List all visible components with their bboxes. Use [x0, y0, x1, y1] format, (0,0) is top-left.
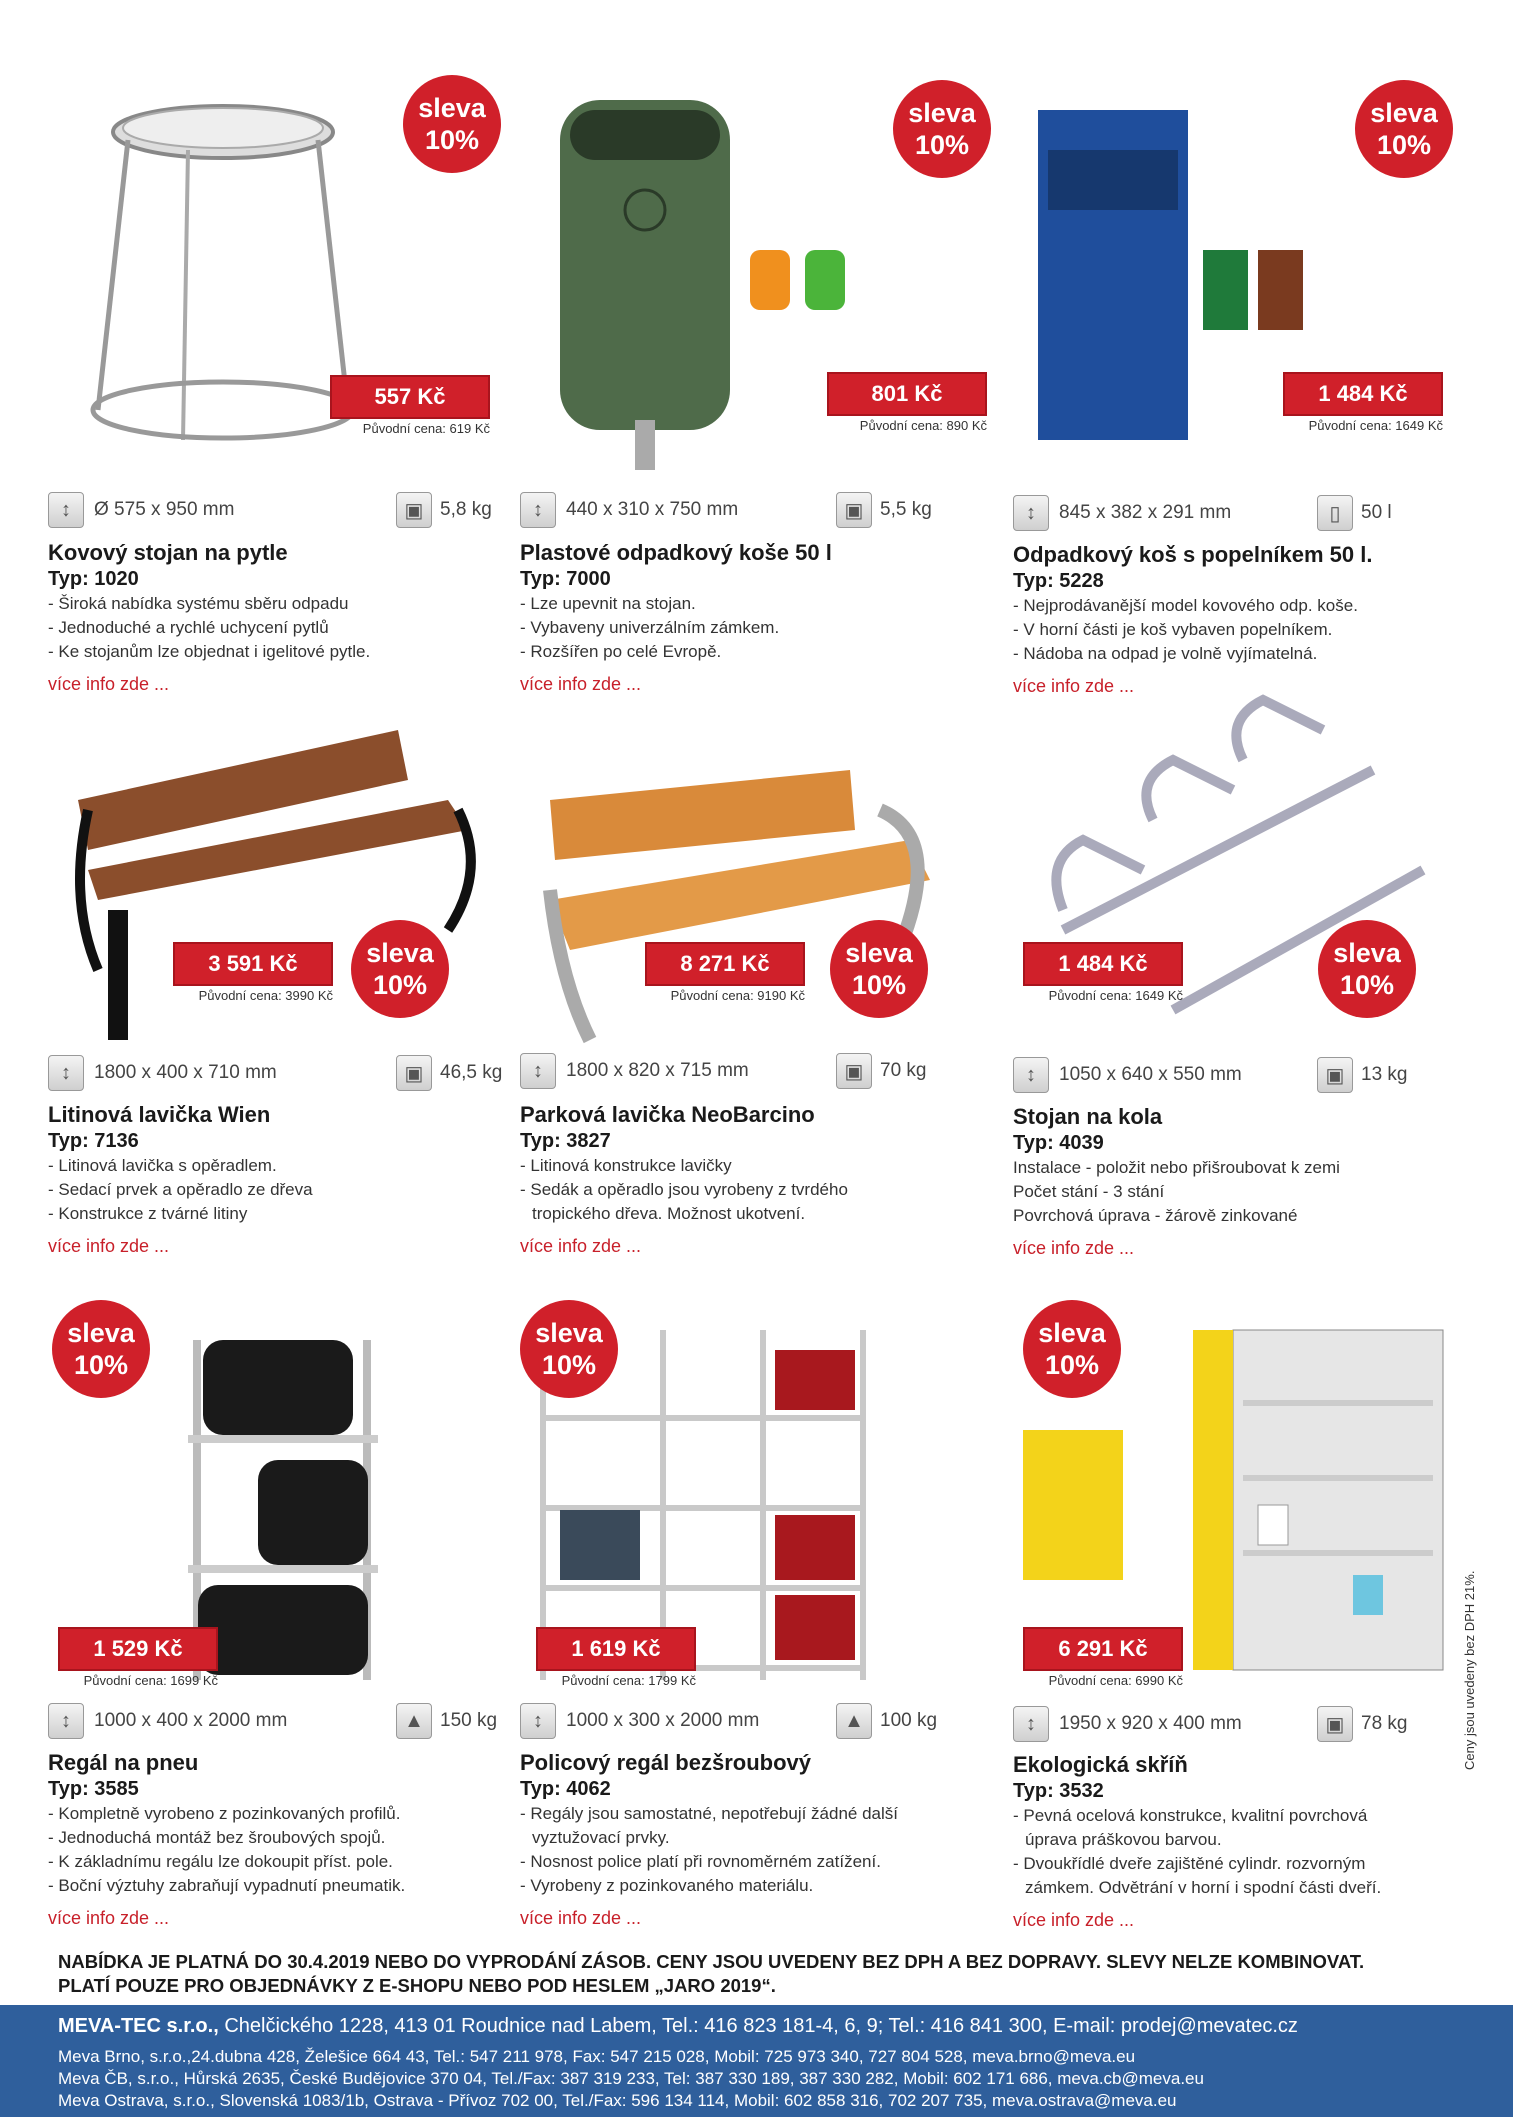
- description-line: - Nejprodávanější model kovového odp. koše.: [1013, 596, 1358, 615]
- description-line: vyztužovací prvky.: [532, 1828, 670, 1847]
- description-line: - Široká nabídka systému sběru odpadu: [48, 594, 349, 613]
- weight: 70 kg: [880, 1060, 927, 1081]
- product-title: Parková lavička NeoBarcino: [520, 1102, 815, 1127]
- description-line: - Litinová lavička s opěradlem.: [48, 1156, 277, 1175]
- dimensions-icon: ↕: [1013, 1057, 1049, 1093]
- weight-icon: ▣: [836, 1053, 872, 1089]
- description-line: zámkem. Odvětrání v horní i spodní části dveří.: [1025, 1878, 1382, 1897]
- price: 1 529 Kč: [58, 1627, 218, 1671]
- price-tag: [58, 1627, 218, 1688]
- dimensions: 1800 x 400 x 710 mm: [94, 1062, 277, 1083]
- dimensions-icon: ↕: [48, 1703, 84, 1739]
- original-price: Původní cena: 619 Kč: [362, 421, 490, 436]
- load-capacity: 100 kg: [880, 1710, 938, 1731]
- product-card-5228: [1013, 40, 1483, 696]
- volume: 50 l: [1361, 502, 1392, 523]
- price-tag: [536, 1627, 696, 1688]
- offer-notice-line-2: PLATÍ POUZE PRO OBJEDNÁVKY Z E-SHOPU NEBO POD HESLEM „JARO 2019“.: [58, 1975, 776, 1996]
- specs-row: [520, 1703, 990, 1739]
- price: 801 Kč: [827, 372, 987, 416]
- more-info-link[interactable]: více info zde ...: [520, 1236, 642, 1256]
- original-price: Původní cena: 890 Kč: [859, 418, 987, 433]
- price: 1 619 Kč: [536, 1627, 696, 1671]
- price-tag: [173, 942, 333, 1003]
- dimensions-icon: ↕: [520, 492, 556, 528]
- product-card-3532: [1013, 1290, 1483, 1930]
- dimensions-icon: ↕: [48, 1055, 84, 1091]
- product-type: Typ: 3532: [1013, 1780, 1104, 1802]
- branch-ostrava: Meva Ostrava, s.r.o., Slovenská 1083/1b, Ostrava - Přívoz 702 00, Tel./Fax: 596 134 114, Mobil: 602 858 316, 702 207 735, meva.ostrava@meva.eu: [58, 2091, 1177, 2110]
- description-line: - Nosnost police platí při rovnoměrném zatížení.: [520, 1852, 881, 1871]
- product-type: Typ: 3585: [48, 1778, 139, 1800]
- original-price: Původní cena: 3990 Kč: [198, 988, 333, 1003]
- dimensions: 440 x 310 x 750 mm: [566, 499, 739, 520]
- product-type: Typ: 4039: [1013, 1132, 1104, 1154]
- dimensions: 1000 x 300 x 2000 mm: [566, 1710, 760, 1731]
- description-line: - V horní části je koš vybaven popelníkem.: [1013, 620, 1333, 639]
- weight-icon: ▣: [396, 492, 432, 528]
- description-line: - Boční výztuhy zabraňují vypadnutí pneumatik.: [48, 1876, 406, 1895]
- product-title: Kovový stojan na pytle: [48, 540, 288, 565]
- sale-badge: sleva 10%: [1318, 920, 1416, 1018]
- weight: 78 kg: [1361, 1713, 1408, 1734]
- product-type: Typ: 1020: [48, 568, 139, 590]
- product-card-7000: [520, 40, 990, 694]
- product-card-4062: [520, 1290, 990, 1930]
- price-tag: [1283, 372, 1443, 433]
- dimensions: 1000 x 400 x 2000 mm: [94, 1710, 288, 1731]
- price: 3 591 Kč: [173, 942, 333, 986]
- product-title: Plastové odpadkový koše 50 l: [520, 540, 832, 565]
- original-price: Původní cena: 1649 Kč: [1048, 988, 1183, 1003]
- original-price: Původní cena: 6990 Kč: [1048, 1673, 1183, 1688]
- description-line: - K základnímu regálu lze dokoupit příst. pole.: [48, 1852, 393, 1871]
- price: 1 484 Kč: [1023, 942, 1183, 986]
- description-line: - Lze upevnit na stojan.: [520, 594, 696, 613]
- description-line: - Vybaveny univerzálním zámkem.: [520, 618, 780, 637]
- product-card-3585: [48, 1290, 518, 1930]
- offer-notice: [58, 1950, 1438, 1998]
- description-line: - Dvoukřídlé dveře zajištěné cylindr. rozvorným: [1013, 1854, 1366, 1873]
- sale-badge: sleva 10%: [893, 80, 991, 178]
- product-card-4039: [1013, 640, 1483, 1280]
- description-line: Povrchová úprava - žárově zinkované: [1013, 1206, 1298, 1225]
- dimensions-icon: ↕: [48, 492, 84, 528]
- branch-brno: Meva Brno, s.r.o.,24.dubna 428, Želešice 664 43, Tel.: 547 211 978, Fax: 547 215 028, Mobil: 725 973 340, 727 804 528, meva.brno@meva.eu: [58, 2047, 1136, 2066]
- weight: 13 kg: [1361, 1064, 1408, 1085]
- sale-badge: sleva 10%: [1355, 80, 1453, 178]
- specs-row: [48, 492, 518, 528]
- product-card-7136: [48, 640, 518, 1280]
- original-price: Původní cena: 1699 Kč: [83, 1673, 218, 1688]
- dimensions-icon: ↕: [1013, 495, 1049, 531]
- more-info-link[interactable]: více info zde ...: [48, 674, 170, 694]
- price: 8 271 Kč: [645, 942, 805, 986]
- description-line: - Regály jsou samostatné, nepotřebují žádné další: [520, 1804, 899, 1823]
- sale-badge: sleva 10%: [403, 75, 501, 173]
- dimensions-icon: ↕: [520, 1703, 556, 1739]
- description-line: - Jednoduché a rychlé uchycení pytlů: [48, 618, 329, 637]
- description-line: - Litinová konstrukce lavičky: [520, 1156, 732, 1175]
- sale-badge: sleva 10%: [52, 1300, 150, 1398]
- product-image-bench-neobarcino: [530, 670, 990, 1070]
- original-price: Původní cena: 1799 Kč: [561, 1673, 696, 1688]
- description-line: - Kompletně vyrobeno z pozinkovaných profilů.: [48, 1804, 401, 1823]
- specs-row: [1013, 1057, 1483, 1093]
- price: 6 291 Kč: [1023, 1627, 1183, 1671]
- more-info-link[interactable]: více info zde ...: [48, 1236, 170, 1256]
- weight: 5,8 kg: [440, 499, 492, 520]
- weight-icon: ▣: [396, 1055, 432, 1091]
- product-title: Litinová lavička Wien: [48, 1102, 271, 1127]
- sale-badge: sleva 10%: [1023, 1300, 1121, 1398]
- product-title: Regál na pneu: [48, 1750, 199, 1775]
- price: 557 Kč: [330, 375, 490, 419]
- volume-icon: ▯: [1317, 495, 1353, 531]
- sale-badge: sleva 10%: [351, 920, 449, 1018]
- load-capacity: 150 kg: [440, 1710, 498, 1731]
- sale-badge: sleva 10%: [830, 920, 928, 1018]
- more-info-link[interactable]: více info zde ...: [1013, 676, 1135, 696]
- product-title: Odpadkový koš s popelníkem 50 l.: [1013, 542, 1373, 567]
- more-info-link[interactable]: více info zde ...: [48, 1908, 170, 1928]
- price: 1 484 Kč: [1283, 372, 1443, 416]
- specs-row: [520, 492, 990, 528]
- more-info-link[interactable]: více info zde ...: [1013, 1238, 1135, 1258]
- product-type: Typ: 3827: [520, 1130, 611, 1152]
- load-capacity-icon: ▲: [396, 1703, 432, 1739]
- product-type: Typ: 7000: [520, 568, 611, 590]
- price-tag: [645, 942, 805, 1003]
- dimensions: Ø 575 x 950 mm: [94, 499, 235, 520]
- original-price: Původní cena: 9190 Kč: [670, 988, 805, 1003]
- product-type: Typ: 7136: [48, 1130, 139, 1152]
- more-info-link[interactable]: více info zde ...: [520, 674, 642, 694]
- product-type: Typ: 4062: [520, 1778, 611, 1800]
- specs-row: [1013, 1706, 1483, 1742]
- weight: 46,5 kg: [440, 1062, 503, 1083]
- dimensions-icon: ↕: [520, 1053, 556, 1089]
- description-line: - Jednoduchá montáž bez šroubových spojů.: [48, 1828, 386, 1847]
- description-line: - Pevná ocelová konstrukce, kvalitní povrchová: [1013, 1806, 1368, 1825]
- description-line: - Konstrukce z tvárné litiny: [48, 1204, 248, 1223]
- description-line: - Nádoba na odpad je volně vyjímatelná.: [1013, 644, 1318, 663]
- dimensions: 1950 x 920 x 400 mm: [1059, 1713, 1242, 1734]
- load-capacity-icon: ▲: [836, 1703, 872, 1739]
- weight: 5,5 kg: [880, 499, 932, 520]
- description-line: - Sedací prvek a opěradlo ze dřeva: [48, 1180, 313, 1199]
- product-title: Ekologická skříň: [1013, 1752, 1188, 1777]
- contact-footer: [0, 2005, 1513, 2117]
- product-title: Policový regál bezšroubový: [520, 1750, 811, 1775]
- description-line: úprava práškovou barvou.: [1025, 1830, 1222, 1849]
- description-line: - Rozšířen po celé Evropě.: [520, 642, 722, 661]
- price-tag: [1023, 942, 1183, 1003]
- description-line: - Vyrobeny z pozinkovaného materiálu.: [520, 1876, 814, 1895]
- weight-icon: ▣: [836, 492, 872, 528]
- specs-row: [1013, 495, 1483, 531]
- dimensions: 845 x 382 x 291 mm: [1059, 502, 1232, 523]
- headquarters-address: Chelčického 1228, 413 01 Roudnice nad Labem, Tel.: 416 823 181-4, 6, 9; Tel.: 416 841 300, E-mail: prodej@mevatec.cz: [218, 2015, 1298, 2037]
- vat-side-note: Ceny jsou uvedeny bez DPH 21%.: [1462, 1570, 1477, 1770]
- product-image-bench-wien: [58, 670, 518, 1070]
- weight-icon: ▣: [1317, 1057, 1353, 1093]
- price-tag: [827, 372, 987, 433]
- specs-row: [48, 1703, 518, 1739]
- product-type: Typ: 5228: [1013, 570, 1104, 592]
- product-card-3827: [520, 640, 990, 1280]
- more-info-link[interactable]: více info zde ...: [520, 1908, 642, 1928]
- more-info-link[interactable]: více info zde ...: [1013, 1910, 1135, 1930]
- price-tag: [330, 375, 490, 436]
- description-line: - Sedák a opěradlo jsou vyrobeny z tvrdého: [520, 1180, 848, 1199]
- dimensions: 1800 x 820 x 715 mm: [566, 1060, 749, 1081]
- product-card-1020: [48, 40, 518, 694]
- price-tag: [1023, 1627, 1183, 1688]
- original-price: Původní cena: 1649 Kč: [1308, 418, 1443, 433]
- product-image-bike-rack: [1023, 670, 1483, 1070]
- description-line: - Ke stojanům lze objednat i igelitové pytle.: [48, 642, 371, 661]
- dimensions-icon: ↕: [1013, 1706, 1049, 1742]
- branch-ceske-budejovice: Meva ČB, s.r.o., Hůrská 2635, České Budějovice 370 04, Tel./Fax: 387 319 233, Tel: 387 330 189, 387 330 282, Mobil: 602 171 686, meva.cb@meva.eu: [58, 2069, 1204, 2088]
- specs-row: [48, 1055, 518, 1091]
- dimensions: 1050 x 640 x 550 mm: [1059, 1064, 1242, 1085]
- offer-notice-line-1: NABÍDKA JE PLATNÁ DO 30.4.2019 NEBO DO VYPRODÁNÍ ZÁSOB. CENY JSOU UVEDENY BEZ DPH A BEZ DOPRAVY. SLEVY NELZE KOMBINOVAT.: [58, 1951, 1365, 1972]
- product-title: Stojan na kola: [1013, 1104, 1163, 1129]
- specs-row: [520, 1053, 990, 1089]
- company-name: MEVA-TEC s.r.o.,: [58, 2015, 219, 2037]
- sale-badge: sleva 10%: [520, 1300, 618, 1398]
- description-line: Instalace - položit nebo přišroubovat k zemi: [1013, 1158, 1340, 1177]
- weight-icon: ▣: [1317, 1706, 1353, 1742]
- description-line: Počet stání - 3 stání: [1013, 1182, 1165, 1201]
- description-line: tropického dřeva. Možnost ukotvení.: [532, 1204, 806, 1223]
- headquarters-contact: [58, 2015, 1298, 2038]
